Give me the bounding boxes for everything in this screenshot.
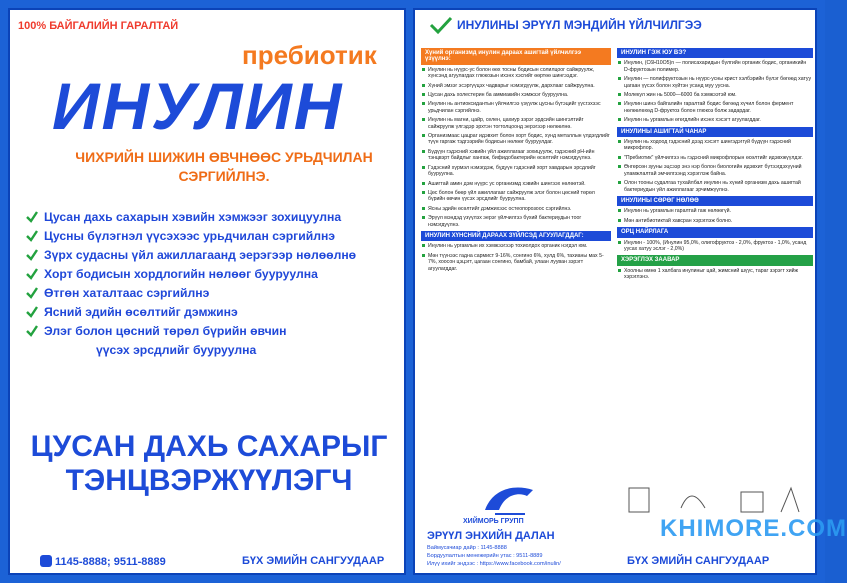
benefit-item: Элэг болон цөсний төрөл бүрийн өвчин	[24, 322, 404, 341]
benefits-list	[24, 208, 404, 360]
section-heading: ОРЦ НАЙРЛАГА	[617, 227, 813, 237]
list-item: Инулин шинэ байгалийн гаралтай бодис бөгөөд хүчил болон фермент нөлөөлөхөд D-фруктоз болон глюкоз болж задардаг.	[617, 101, 813, 114]
section-heading: ИНУЛИН ХҮНСНИЙ ДАРААХ ЗҮЙЛСЭД АГУУЛАГДДАГ:	[421, 231, 611, 241]
phone-icon	[40, 555, 52, 567]
prebiotic-label: пребиотик	[242, 40, 377, 70]
list-item: Молекул жин нь 5000—6000 ба хэмжээтэй юм.	[617, 92, 813, 98]
brand-name: ЭРҮҮЛ ЭНХИЙН ДАЛАН	[427, 530, 555, 542]
list-item: Цусан дахь холестерин ба аммиакийн хэмжээг бууруулна.	[421, 92, 611, 98]
section-heading: ИНУЛИНЫ АШИГТАЙ ЧАНАР	[617, 127, 813, 137]
list-item: Организмаас цацраг идэвхит болон хорт бодис, хүнд металлын үлдэгдлийг түүн гаргаж тэдгээрийн бодисын нөлөөг бууруулдаг.	[421, 133, 611, 146]
tagline: ЦУСАН ДАХЬ САХАРЫГ ТЭНЦВЭРЖҮҮЛЭГЧ	[30, 430, 388, 497]
benefit-item: Цусан дахь сахарын хэвийн хэмжээг зохицуулна	[24, 208, 404, 227]
benefit-item: Хорт бодисын хордлогийн нөлөөг бууруулна	[24, 265, 404, 284]
right-panel	[413, 8, 847, 575]
contact-info: Ваймусачиар дайр : 1145-8888 Бордуулалтын менежерийн утас : 9511-8889 Илүү ихийг эндээс : https://www.facebook.com/inulin/	[427, 545, 561, 567]
check-icon	[26, 249, 38, 261]
list-item: Инулин нь антиоксидантын үйлчилгээ үзүүлж цусны бүтэцийг үүсгэхээс урьдчилан сэргийлнэ.	[421, 101, 611, 114]
list-item: Инулин нь магни, цайр, селен, цахиур зэрэг эрдсийн шингэлтийг сайжруулж үлгэдэр эрхтэн тогтолцоонд эерэгээр нөлөөлнө.	[421, 117, 611, 130]
diabetes-subtitle: ЧИХРИЙН ШИЖИН ӨВЧНӨӨС УРЬДЧИЛАН СЭРГИЙЛНЭ.	[75, 149, 373, 184]
section-heading: ИНУЛИНЫ СӨРӨГ НӨЛӨӨ	[617, 196, 813, 206]
list-item: Ясны эдийн өсөлтийг дэмжихээс остеопорозоос сэргийлнэ.	[421, 206, 611, 212]
check-icon	[26, 211, 38, 223]
list-item: Гэдэсний хүрмэл нэмэгдэж, бүдүүн гэдэсний хорт хавдарын эрсдлийг бууруулна.	[421, 165, 611, 178]
benefit-item: үүсэх эрсдлийг бууруулна	[96, 343, 257, 357]
company-name: ХИЙМОРЬ ГРУПП	[463, 518, 524, 525]
list-item: Хүний эмзэг эсэргүүцэх чадварыг нэмэгдүүлж, дархлааг сайжруулна.	[421, 83, 611, 89]
check-icon	[429, 16, 453, 34]
benefit-item: Цусны бүлэгнэл үүсэхээс урьдчилан сэргийлнэ	[24, 227, 404, 246]
composition-text: Инулин - 100%, (Инулин 95,0%, олигофруктоз - 2,0%, фруктоз - 1,0%, усанд уусах хатуу эслэг - 2,0%)	[617, 240, 813, 253]
phone-numbers: 1145-8888; 9511-8889	[40, 555, 166, 568]
section-heading: Хүний организмд инулин дараах ашигтай үйлчилгээ үзүүлнэ:	[421, 48, 611, 65]
list-item: Инулин нь ургамлын гаралтай гаж нөлөөгүй.	[617, 208, 813, 214]
right-title: ИНУЛИНЫ ЭРҮҮЛ МЭНДИЙН ҮЙЛЧИЛГЭЭ	[457, 18, 702, 32]
column-info	[617, 46, 813, 284]
section-heading: ИНУЛИН ГЭЖ ЮУ ВЭ?	[617, 48, 813, 58]
usage-sketch-icon	[621, 478, 807, 518]
usage-text: Хоолны өмнө 1 халбага инулиныг цай, жимсний шүүс, тараг зэрэгт хийж хэрэглэнэ.	[617, 268, 813, 281]
benefit-item: Зүрх судасны үйл ажиллагаанд эерэгээр нөлөөлнө	[24, 246, 404, 265]
natural-guarantee: 100% БАЙГАЛИЙН ГАРАЛТАЙ	[18, 20, 179, 32]
pharmacy-note: БҮХ ЭМИЙН САНГУУДААР	[627, 555, 770, 567]
list-item: Мөн антибиотиктай хавсран хэрэглэж болно.	[617, 218, 813, 224]
benefit-item: Ясний эдийн өсөлтийг дэмжинэ	[24, 303, 404, 322]
list-item: Бүдүүн гэдэсний хэвийн үйл ажиллагааг зохицуулж, гэдэсний рН-ийн тэнцвэрт байдлыг хангаж, бифидобактерийн өсөлтийг нэмэгдүүлнэ.	[421, 149, 611, 162]
check-icon	[26, 230, 38, 242]
list-item: Инулин нь ургамлын өгөгдлийн ихэнх хэсэгт агуулагддаг.	[617, 117, 813, 123]
list-item: Инулин нь ургамлын их хэмжээгээр тохиолдох органик нэгдэл юм.	[421, 243, 611, 249]
pharmacy-note: БҮХ ЭМИЙН САНГУУДААР	[242, 555, 385, 567]
list-item: Ашигтай амин дэм нүүрс ус организмд хэвийн шингээх нөлөөтэй.	[421, 181, 611, 187]
list-item: Мөн түүнээс гадна сармист 9-16%, сонгино 6%, хулд 6%, тахианы мах 5-7%, хоосон цэцэгт, цагаан сонгино, бамбай, улаан лууван зэрэгт агуулагддаг.	[421, 253, 611, 272]
list-item: Эрүүл мэндэд үзүүлэх эерэг үйлчилгээ бүхий бактериудын тоог нэмэгдүүлнэ.	[421, 215, 611, 228]
column-effects	[421, 46, 611, 275]
benefit-item: Өтгөн хаталтаас сэргийлнэ	[24, 284, 404, 303]
check-icon	[26, 268, 38, 280]
list-item: Инулин нь нүүрс-ус болон өөх тосны бодисын солилцоог сайжруулж, хүнсэнд агуулагдах глюкозын ихэнх хэсгийг өөртөө шингээдэг.	[421, 67, 611, 80]
list-item: Инулин — полифруктозын нь нүүрс-усны крист хэлбэрийн бүлэг бөгөөд хатуу цагаан үүсэх болон хүйтэн усанд муу уусна.	[617, 76, 813, 89]
list-item: Өнгөрсөн зууны эцсээр энэ нэр болон биологийн идэвхит бүтээгдэхүүний уламжлалтай эмчилгээнд хэрэглэж байна.	[617, 164, 813, 177]
check-icon	[26, 325, 38, 337]
check-icon	[26, 287, 38, 299]
horse-logo-icon	[475, 480, 545, 518]
left-panel	[8, 8, 406, 575]
right-header	[415, 10, 819, 42]
list-item: "Пребиотик" үйлчилгээ нь гэдэсний микрофлорын өсөлтийг идэвхжүүлдэг.	[617, 155, 813, 161]
watermark-text: KHIMORE.COM	[660, 515, 847, 542]
list-item: Инулин нь ходоод гэдэсний дээд хэсэгт шингэдэггүй бүдүүн гэдэсний микрофлор.	[617, 139, 813, 152]
product-title: ИНУЛИН	[52, 69, 344, 143]
list-item: Цөс болон бөөр үйл ажиллагааг сайжруулж элэг болон цөсний төрөл бүрийн өвчин үүсэх эрсдлийг бууруулна.	[421, 190, 611, 203]
list-item: Олон тооны судалгаа тухайлбал инулин нь хүний организм дахь ашигтай бактериудын үйл ажиллагааг эрчимжүүлнэ.	[617, 180, 813, 193]
section-heading: ХЭРЭГЛЭХ ЗААВАР	[617, 255, 813, 265]
check-icon	[26, 306, 38, 318]
list-item: Инулин, (C6H10O5)n — полисахаридын бүлгийн органик бодис, органикийн D-фруктозын полимер.	[617, 60, 813, 73]
